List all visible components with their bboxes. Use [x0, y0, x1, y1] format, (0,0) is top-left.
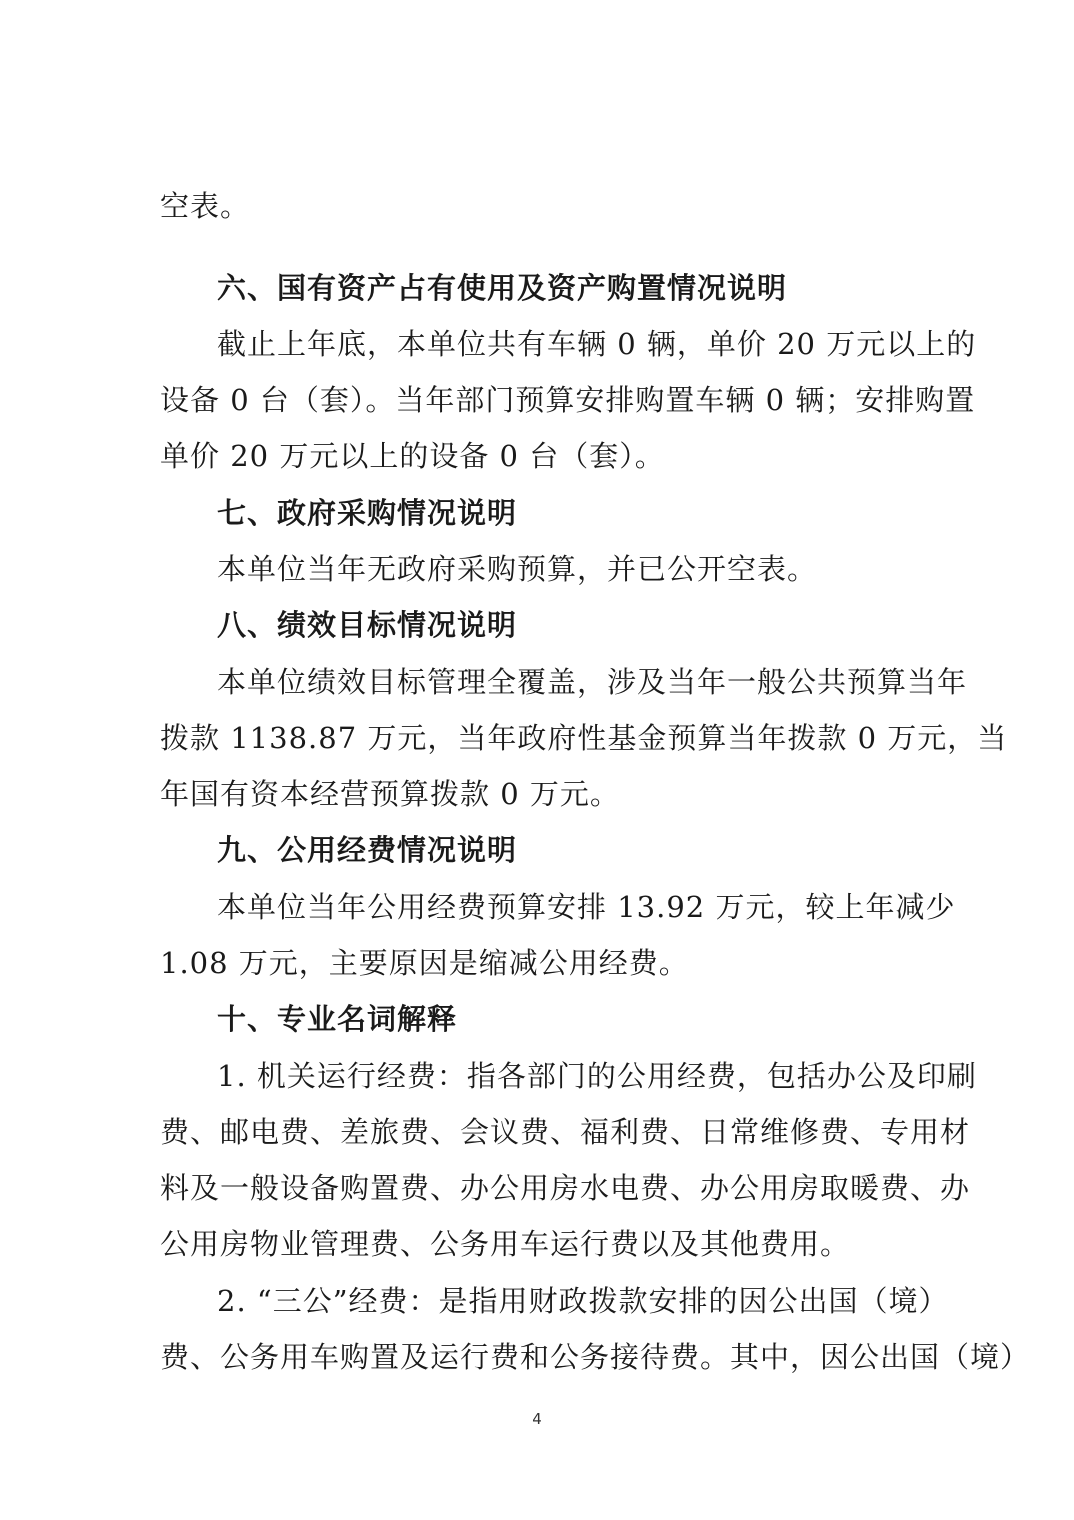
section-heading-public-expenses: 九、公用经费情况说明: [217, 833, 518, 867]
paragraph-line: 1.08 万元，主要原因是缩减公用经费。: [160, 946, 689, 980]
section-heading-performance: 八、绩效目标情况说明: [217, 608, 518, 642]
paragraph-line: 本单位当年无政府采购预算，并已公开空表。: [217, 552, 818, 586]
paragraph-line: 截止上年底，本单位共有车辆 0 辆，单价 20 万元以上的: [217, 327, 977, 361]
paragraph-line: 单价 20 万元以上的设备 0 台（套）。: [160, 439, 665, 473]
paragraph-line: 拨款 1138.87 万元，当年政府性基金预算当年拨款 0 万元，当: [160, 721, 1008, 755]
paragraph-line: 料及一般设备购置费、办公用房水电费、办公用房取暖费、办: [160, 1171, 971, 1205]
paragraph-line: 设备 0 台（套）。当年部门预算安排购置车辆 0 辆；安排购置: [160, 383, 976, 417]
paragraph-line: 费、邮电费、差旅费、会议费、福利费、日常维修费、专用材: [160, 1115, 971, 1149]
paragraph-line: 1. 机关运行经费：指各部门的公用经费，包括办公及印刷: [217, 1059, 977, 1093]
paragraph-line: 本单位绩效目标管理全覆盖，涉及当年一般公共预算当年: [217, 665, 968, 699]
paragraph-line: 2. “三公”经费：是指用财政拨款安排的因公出国（境）: [217, 1284, 949, 1318]
paragraph-line: 本单位当年公用经费预算安排 13.92 万元，较上年减少: [217, 890, 956, 924]
page-number: 4: [532, 1410, 542, 1428]
paragraph-line: 公用房物业管理费、公务用车运行费以及其他费用。: [160, 1227, 851, 1261]
paragraph-line: 空表。: [160, 189, 251, 223]
paragraph-line: 年国有资本经营预算拨款 0 万元。: [160, 777, 620, 811]
section-heading-assets: 六、国有资产占有使用及资产购置情况说明: [217, 271, 788, 305]
paragraph-line: 费、公务用车购置及运行费和公务接待费。其中，因公出国（境）: [160, 1340, 1031, 1374]
section-heading-procurement: 七、政府采购情况说明: [217, 496, 518, 530]
section-heading-glossary: 十、专业名词解释: [217, 1002, 458, 1036]
